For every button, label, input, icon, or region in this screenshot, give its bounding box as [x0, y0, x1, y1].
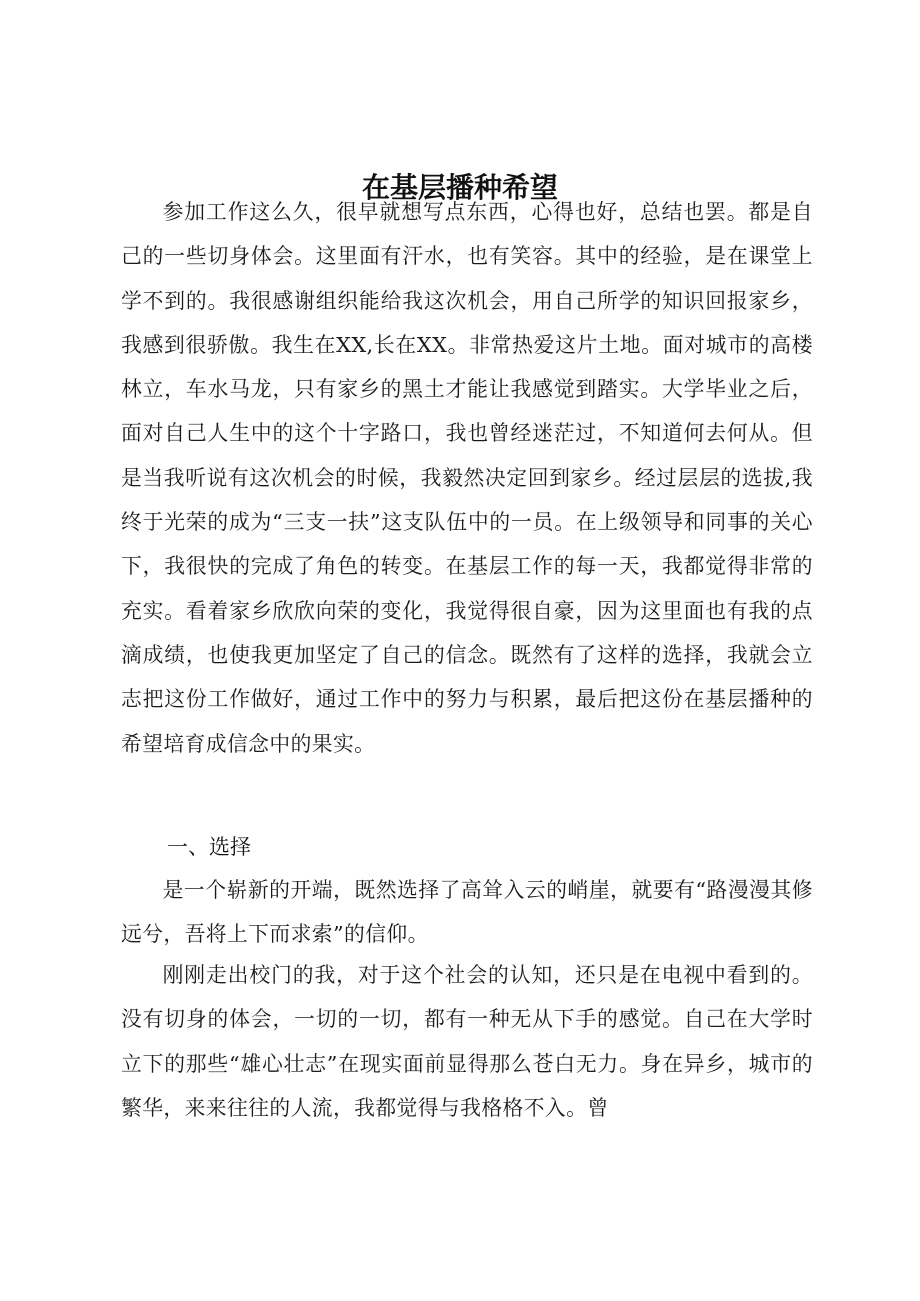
section-paragraph: 刚刚走出校门的我，对于这个社会的认知，还只是在电视中看到的。没有切身的体会，一切的一切，都有一种无从下手的感觉。自己在大学时立下的那些“雄心壮志”在现实面前显得那么苍白无力。身在异乡，城市的繁华，来来往往的人流，我都觉得与我格格不入。曾 — [121, 963, 813, 1120]
document-title: 在基层播种希望 — [361, 171, 558, 204]
intro-paragraph: 参加工作这么久，很早就想写点东西，心得也好，总结也罢。都是自己的一些切身体会。这里面有汗水，也有笑容。其中的经验，是在课堂上学不到的。我很感谢组织能给我这次机会，用自己所学的知识回报家乡，我感到很骄傲。我生在XX,长在XX。非常热爱这片土地。面对城市的高楼林立，车水马龙，只有家乡的黑土才能让我感觉到踏实。大学毕业之后，面对自己人生中的这个十字路口，我也曾经迷茫过，不知道何去何从。但是当我听说有这次机会的时候，我毅然决定回到家乡。经过层层的选拔,我终于光荣的成为“三支一扶”这支队伍中的一员。在上级领导和同事的关心下，我很快的完成了角色的转变。在基层工作的每一天，我都觉得非常的充实。看着家乡欣欣向荣的变化，我觉得很自豪，因为这里面也有我的点滴成绩，也使我更加坚定了自己的信念。既然有了这样的选择，我就会立志把这份工作做好，通过工作中的努力与积累，最后把这份在基层播种的希望培育成信念中的果实。 — [121, 200, 813, 756]
section-heading: 一、选择 — [167, 835, 251, 859]
section-paragraph: 是一个崭新的开端，既然选择了高耸入云的峭崖，就要有“路漫漫其修远兮，吾将上下而求索”的信仰。 — [121, 878, 813, 947]
